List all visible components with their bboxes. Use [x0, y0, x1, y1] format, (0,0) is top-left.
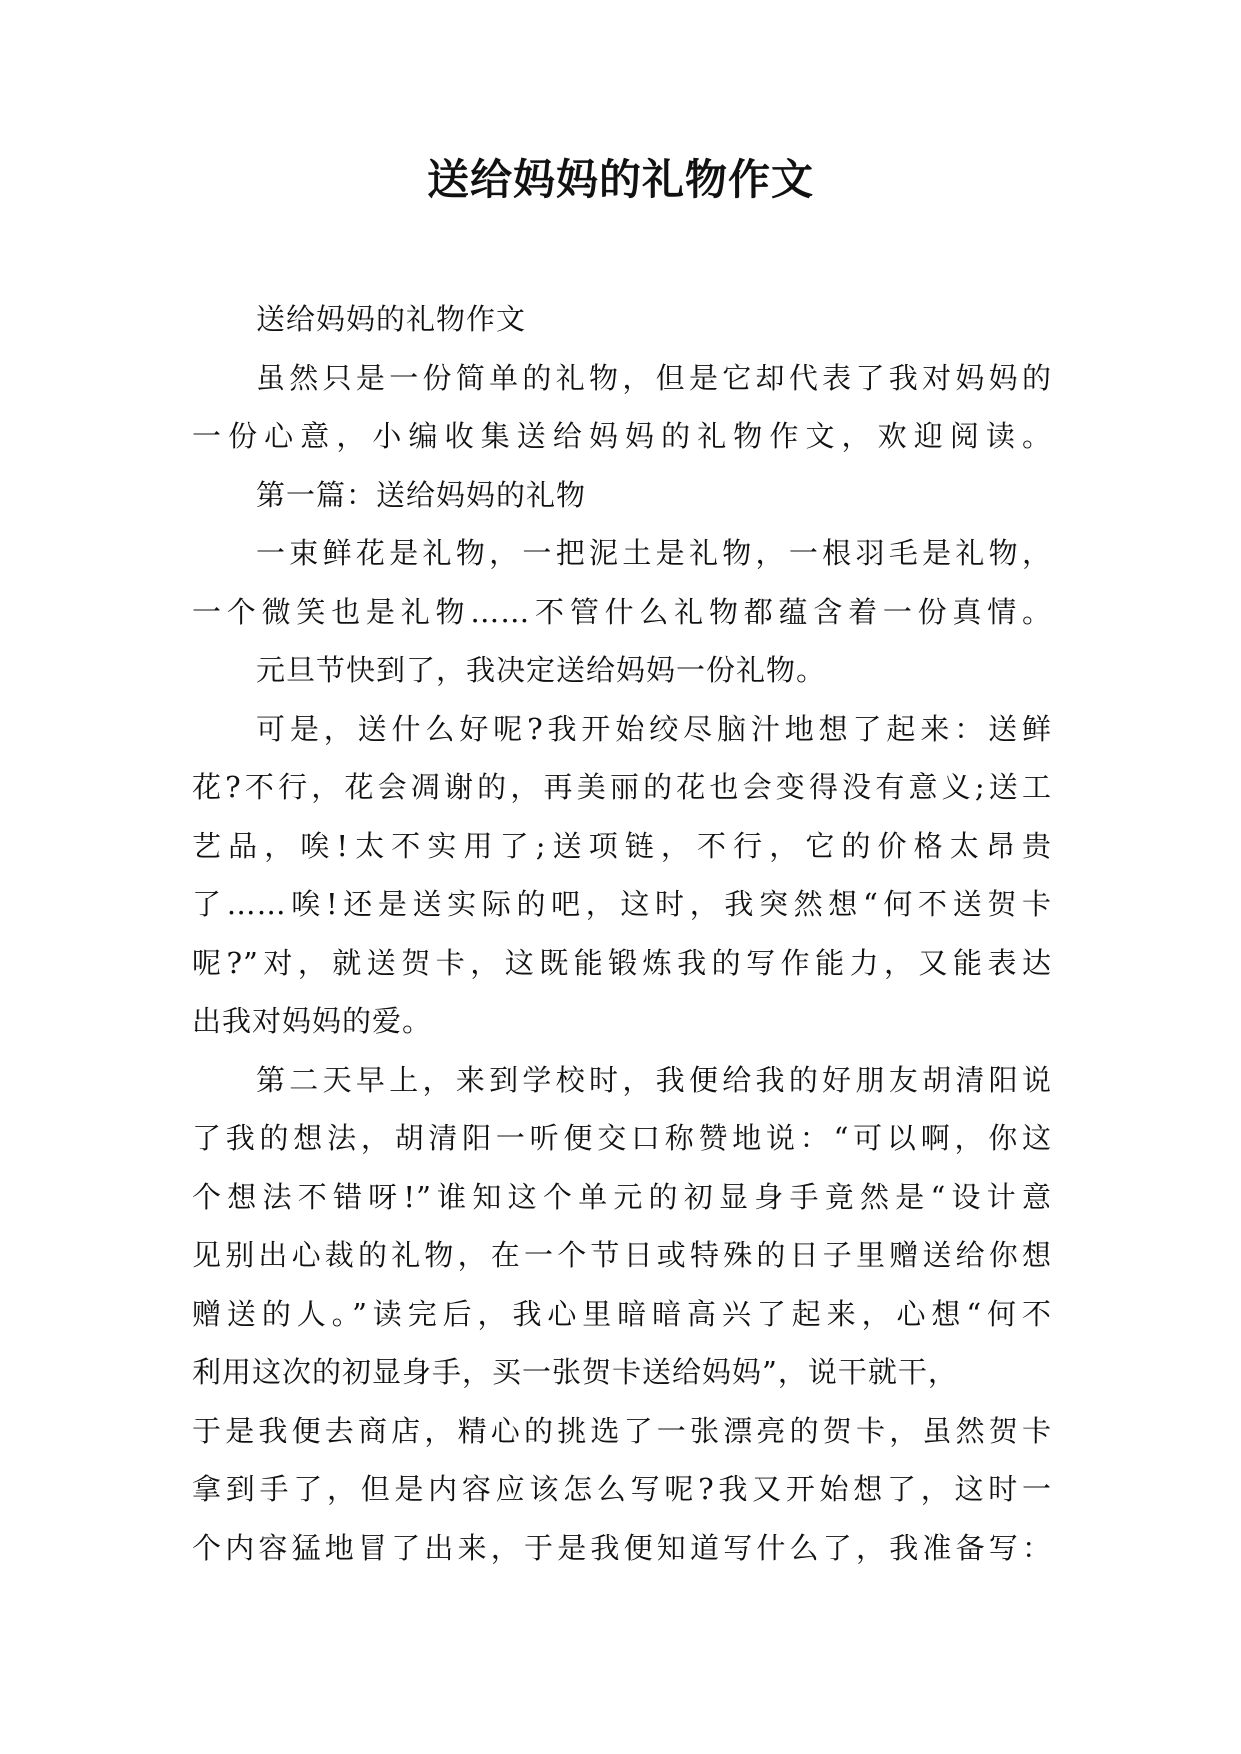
text-line: 虽然只是一份简单的礼物，但是它却代表了我对妈妈的: [256, 360, 1052, 395]
text-line: 花?不行，花会凋谢的，再美丽的花也会变得没有意义;送工: [192, 770, 1052, 804]
text-line: 于是我便去商店，精心的挑选了一张漂亮的贺卡，虽然贺卡: [192, 1413, 1052, 1448]
text-line: 可是，送什么好呢?我开始绞尽脑汁地想了起来：送鲜: [256, 711, 1052, 746]
document-title: 送给妈妈的礼物作文: [426, 155, 814, 204]
text-line: 拿到手了，但是内容应该怎么写呢?我又开始想了，这时一: [192, 1472, 1052, 1506]
text-line: 赠送的人。”读完后，我心里暗暗高兴了起来，心想“何不: [192, 1296, 1052, 1331]
document-body: [192, 290, 1052, 1577]
text-line: 艺品，唉!太不实用了;送项链，不行，它的价格太昂贵: [192, 828, 1052, 863]
text-line-subtitle: 送给妈妈的礼物作文: [256, 302, 527, 336]
text-line: 了我的想法，胡清阳一听便交口称赞地说：“可以啊，你这: [192, 1121, 1052, 1155]
text-line: 见别出心裁的礼物，在一个节日或特殊的日子里赠送给你想: [192, 1238, 1052, 1272]
text-line: 呢?”对，就送贺卡，这既能锻炼我的写作能力，又能表达: [192, 945, 1052, 980]
text-line-section-heading: 第一篇：送给妈妈的礼物: [256, 477, 587, 512]
text-line: 利用这次的初显身手，买一张贺卡送给妈妈”，说干就干，: [192, 1355, 958, 1389]
text-line: 一个微笑也是礼物……不管什么礼物都蕴含着一份真情。: [192, 594, 1052, 629]
text-line: 了……唉!还是送实际的吧，这时，我突然想“何不送贺卡: [192, 887, 1052, 921]
text-line: 第二天早上，来到学校时，我便给我的好朋友胡清阳说: [256, 1062, 1052, 1097]
text-line: 一份心意，小编收集送给妈妈的礼物作文，欢迎阅读。: [192, 419, 1052, 453]
text-line: 一束鲜花是礼物，一把泥土是礼物，一根羽毛是礼物，: [256, 536, 1052, 570]
text-line: 元旦节快到了，我决定送给妈妈一份礼物。: [256, 653, 827, 687]
text-line: 个内容猛地冒了出来，于是我便知道写什么了，我准备写：: [192, 1530, 1052, 1565]
text-line: 个想法不错呀!”谁知这个单元的初显身手竟然是“设计意: [192, 1179, 1052, 1214]
text-line: 出我对妈妈的爱。: [192, 1004, 433, 1038]
